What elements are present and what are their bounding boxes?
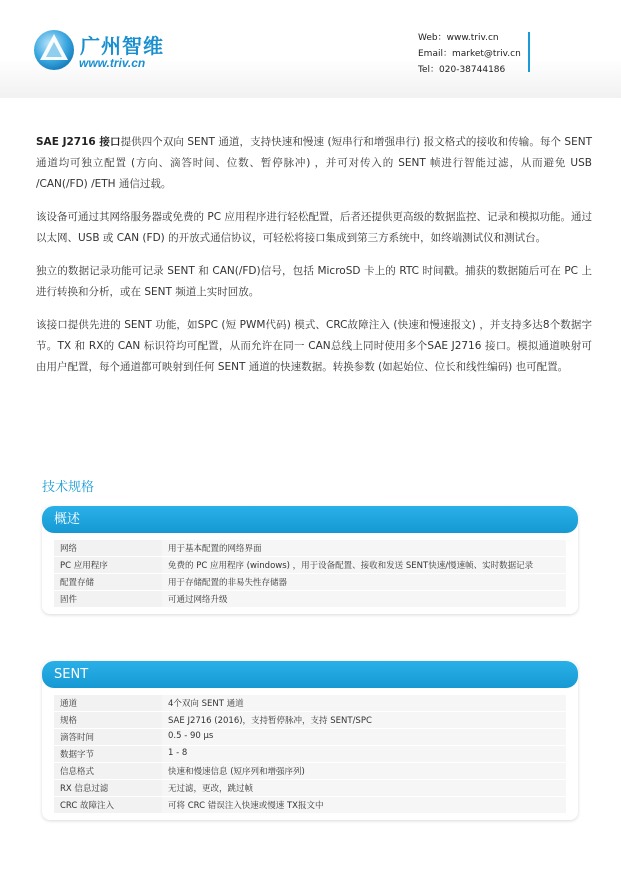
row-key: 通道 <box>54 695 162 712</box>
sent-header: SENT <box>42 661 578 688</box>
row-key: 固件 <box>54 591 162 608</box>
web-link[interactable]: www.triv.cn <box>446 33 499 43</box>
spec-section-title: 技术规格 <box>42 480 95 495</box>
sent-table <box>54 695 566 814</box>
logo-globe-icon <box>32 28 76 72</box>
intro-paragraph-1 <box>36 132 592 195</box>
page-header <box>0 0 621 98</box>
tel-number: 020-38744186 <box>439 65 506 75</box>
intro-text <box>36 132 592 390</box>
row-key: 规格 <box>54 712 162 729</box>
contact-web-row <box>418 30 521 46</box>
web-label: Web： <box>418 33 447 43</box>
row-value: SAE J2716 (2016)，支持暂停脉冲，支持 SENT/SPC <box>162 712 566 729</box>
email-link[interactable]: market@triv.cn <box>451 49 521 59</box>
row-key: 数据字节 <box>54 746 162 763</box>
table-row <box>54 695 566 712</box>
row-key: CRC 故障注入 <box>54 797 162 814</box>
table-row <box>54 712 566 729</box>
intro-p1-text: 提供四个双向 SENT 通道，支持快速和慢速 (短串行和增强串行) 报文格式的接收和传输。每个 SENT 通道均可独立配置 (方向、滴答时间、位数、暂停脉冲) ，并可对传入的 SENT 帧进行智能过滤，从而避免 USB /CAN(/FD) /ETH 通信过载。 <box>36 136 592 190</box>
row-key: 信息格式 <box>54 763 162 780</box>
row-key: 配置存储 <box>54 574 162 591</box>
row-value: 0.5 - 90 µs <box>162 729 566 746</box>
table-row <box>54 574 566 591</box>
row-key: 网络 <box>54 540 162 557</box>
table-row <box>54 591 566 608</box>
contact-tel-row <box>418 62 521 78</box>
table-row <box>54 746 566 763</box>
table-row <box>54 797 566 814</box>
table-row <box>54 780 566 797</box>
overview-table <box>54 540 566 608</box>
contact-info <box>418 30 521 78</box>
row-value: 免费的 PC 应用程序 (windows) ，用于设备配置、接收和发送 SENT快速/慢速帧、实时数据记录 <box>162 557 566 574</box>
company-logo <box>32 28 192 76</box>
row-key: RX 信息过滤 <box>54 780 162 797</box>
table-row <box>54 557 566 574</box>
overview-section <box>42 506 578 614</box>
contact-email-row <box>418 46 521 62</box>
intro-bold-lead: SAE J2716 接口 <box>36 136 121 148</box>
intro-paragraph-2: 该设备可通过其网络服务器或免费的 PC 应用程序进行轻松配置，后者还提供更高级的数据监控、记录和模拟功能。通过以太网、USB 或 CAN (FD) 的开放式通信协议，可轻松将接口集成到第三方系统中，如终端测试仪和测试台。 <box>36 211 592 244</box>
intro-paragraph-3: 独立的数据记录功能可记录 SENT 和 CAN(/FD)信号，包括 MicroSD 卡上的 RTC 时间戳。捕获的数据随后可在 PC 上进行转换和分析，或在 SENT 频道上实时回放。 <box>36 265 592 298</box>
row-value: 无过滤，更改，跳过帧 <box>162 780 566 797</box>
tel-label: Tel： <box>418 65 440 75</box>
row-value: 用于存储配置的非易失性存储器 <box>162 574 566 591</box>
intro-paragraph-4: 该接口提供先进的 SENT 功能，如SPC (短 PWM代码) 模式、CRC故障注入 (快速和慢速报文) ，并支持多达8个数据字节。TX 和 RX的 CAN 标识符均可配置，从而允许在同一 CAN总线上同时使用多个SAE J2716 接口。模拟通道映射可由用户配置，每个通道都可映射到任何 SENT 通道的快速数据。转换参数 (如起始位、位长和线性编码) 也可配置。 <box>36 319 592 373</box>
logo-url-text: www.triv.cn <box>79 56 146 70</box>
row-value: 快速和慢速信息 (短序列和增强序列) <box>162 763 566 780</box>
table-row <box>54 729 566 746</box>
table-row <box>54 763 566 780</box>
sent-section <box>42 661 578 820</box>
row-value: 4个双向 SENT 通道 <box>162 695 566 712</box>
row-value: 可将 CRC 错误注入快速或慢速 TX报文中 <box>162 797 566 814</box>
row-value: 1 - 8 <box>162 746 566 763</box>
row-value: 可通过网络升级 <box>162 591 566 608</box>
row-key: PC 应用程序 <box>54 557 162 574</box>
overview-header: 概述 <box>42 506 578 533</box>
logo-chinese-name: 广州智维 <box>80 34 164 58</box>
header-divider <box>528 32 530 72</box>
row-value: 用于基本配置的网络界面 <box>162 540 566 557</box>
email-label: Email： <box>418 49 452 59</box>
table-row <box>54 540 566 557</box>
row-key: 滴答时间 <box>54 729 162 746</box>
